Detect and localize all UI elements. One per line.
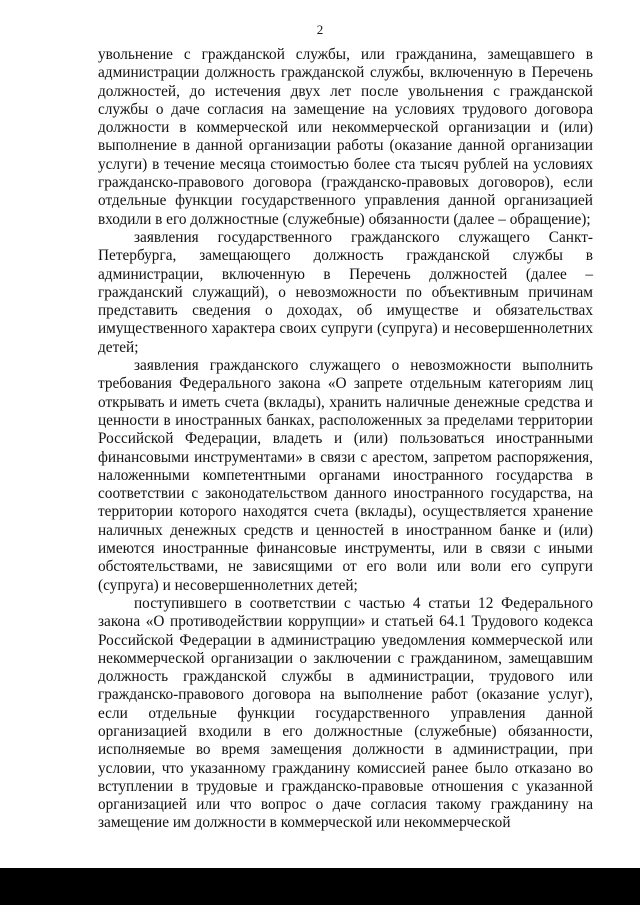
document-body <box>98 46 593 833</box>
page-number: 2 <box>316 22 324 37</box>
paragraph-appeal: увольнение с гражданской службы, или гражданина, замещавшего в администрации должность гражданской службы, включенную в Перечень должностей, до истечения двух лет после увольнения с гражданской службы о даче согласия на замещение на условиях трудового договора должности в коммерческой или некоммерческой организации и (или) выполнение в данной организации работы (оказание данной организации услуги) в течение месяца стоимостью более ста тысяч рублей на условиях гражданско-правового договора (гражданско-правовых договоров), если отдельные функции государственного управления данной организацией входили в его должностные (служебные) обязанности (далее – обращение); <box>98 46 593 228</box>
paragraph-statement-foreign-accounts: заявления гражданского служащего о невозможности выполнить требования Федерального закона «О запрете отдельным категориям лиц открывать и иметь счета (вклады), хранить наличные денежные средства и ценности в иностранных банках, расположенных за пределами территории Российской Федерации, владеть и (или) пользоваться иностранными финансовыми инструментами» в связи с арестом, запретом распоряжения, наложенными компетентными органами иностранного государства в соответствии с законодательством данного иностранного государства, на территории которого находятся счета (вклады), осуществляется хранение наличных денежных средств и ценностей в иностранном банке и (или) имеются иностранные финансовые инструменты, или в связи с иными обстоятельствами, не зависящими от его воли или воли его супруги (супруга) и несовершеннолетних детей; <box>98 357 593 594</box>
paragraph-statement-income: заявления государственного гражданского служащего Санкт-Петербурга, замещающего должность гражданской службы в администрации, включенную в Перечень должностей (далее – гражданский служащий), о невозможности по объективным причинам представить сведения о доходах, об имуществе и обязательствах имущественного характера своих супруги (супруга) и несовершеннолетних детей; <box>98 228 593 356</box>
scan-edge-bar <box>0 868 640 905</box>
paragraph-notification: поступившего в соответствии с частью 4 статьи 12 Федерального закона «О противодействии коррупции» и статьей 64.1 Трудового кодекса Российской Федерации в администрацию уведомления коммерческой или некоммерческой организации о заключении с гражданином, замещавшим должность гражданской службы в администрации, трудового или гражданско-правового договора на выполнение работ (оказание услуг), если отдельные функции государственного управления данной организацией входили в его должностные (служебные) обязанности, исполняемые во время замещения должности в администрации, при условии, что указанному гражданину комиссией ранее было отказано во вступлении в трудовые и гражданско-правовые отношения с указанной организацией или что вопрос о даче согласия такому гражданину на замещение им должности в коммерческой или некоммерческой <box>98 594 593 832</box>
